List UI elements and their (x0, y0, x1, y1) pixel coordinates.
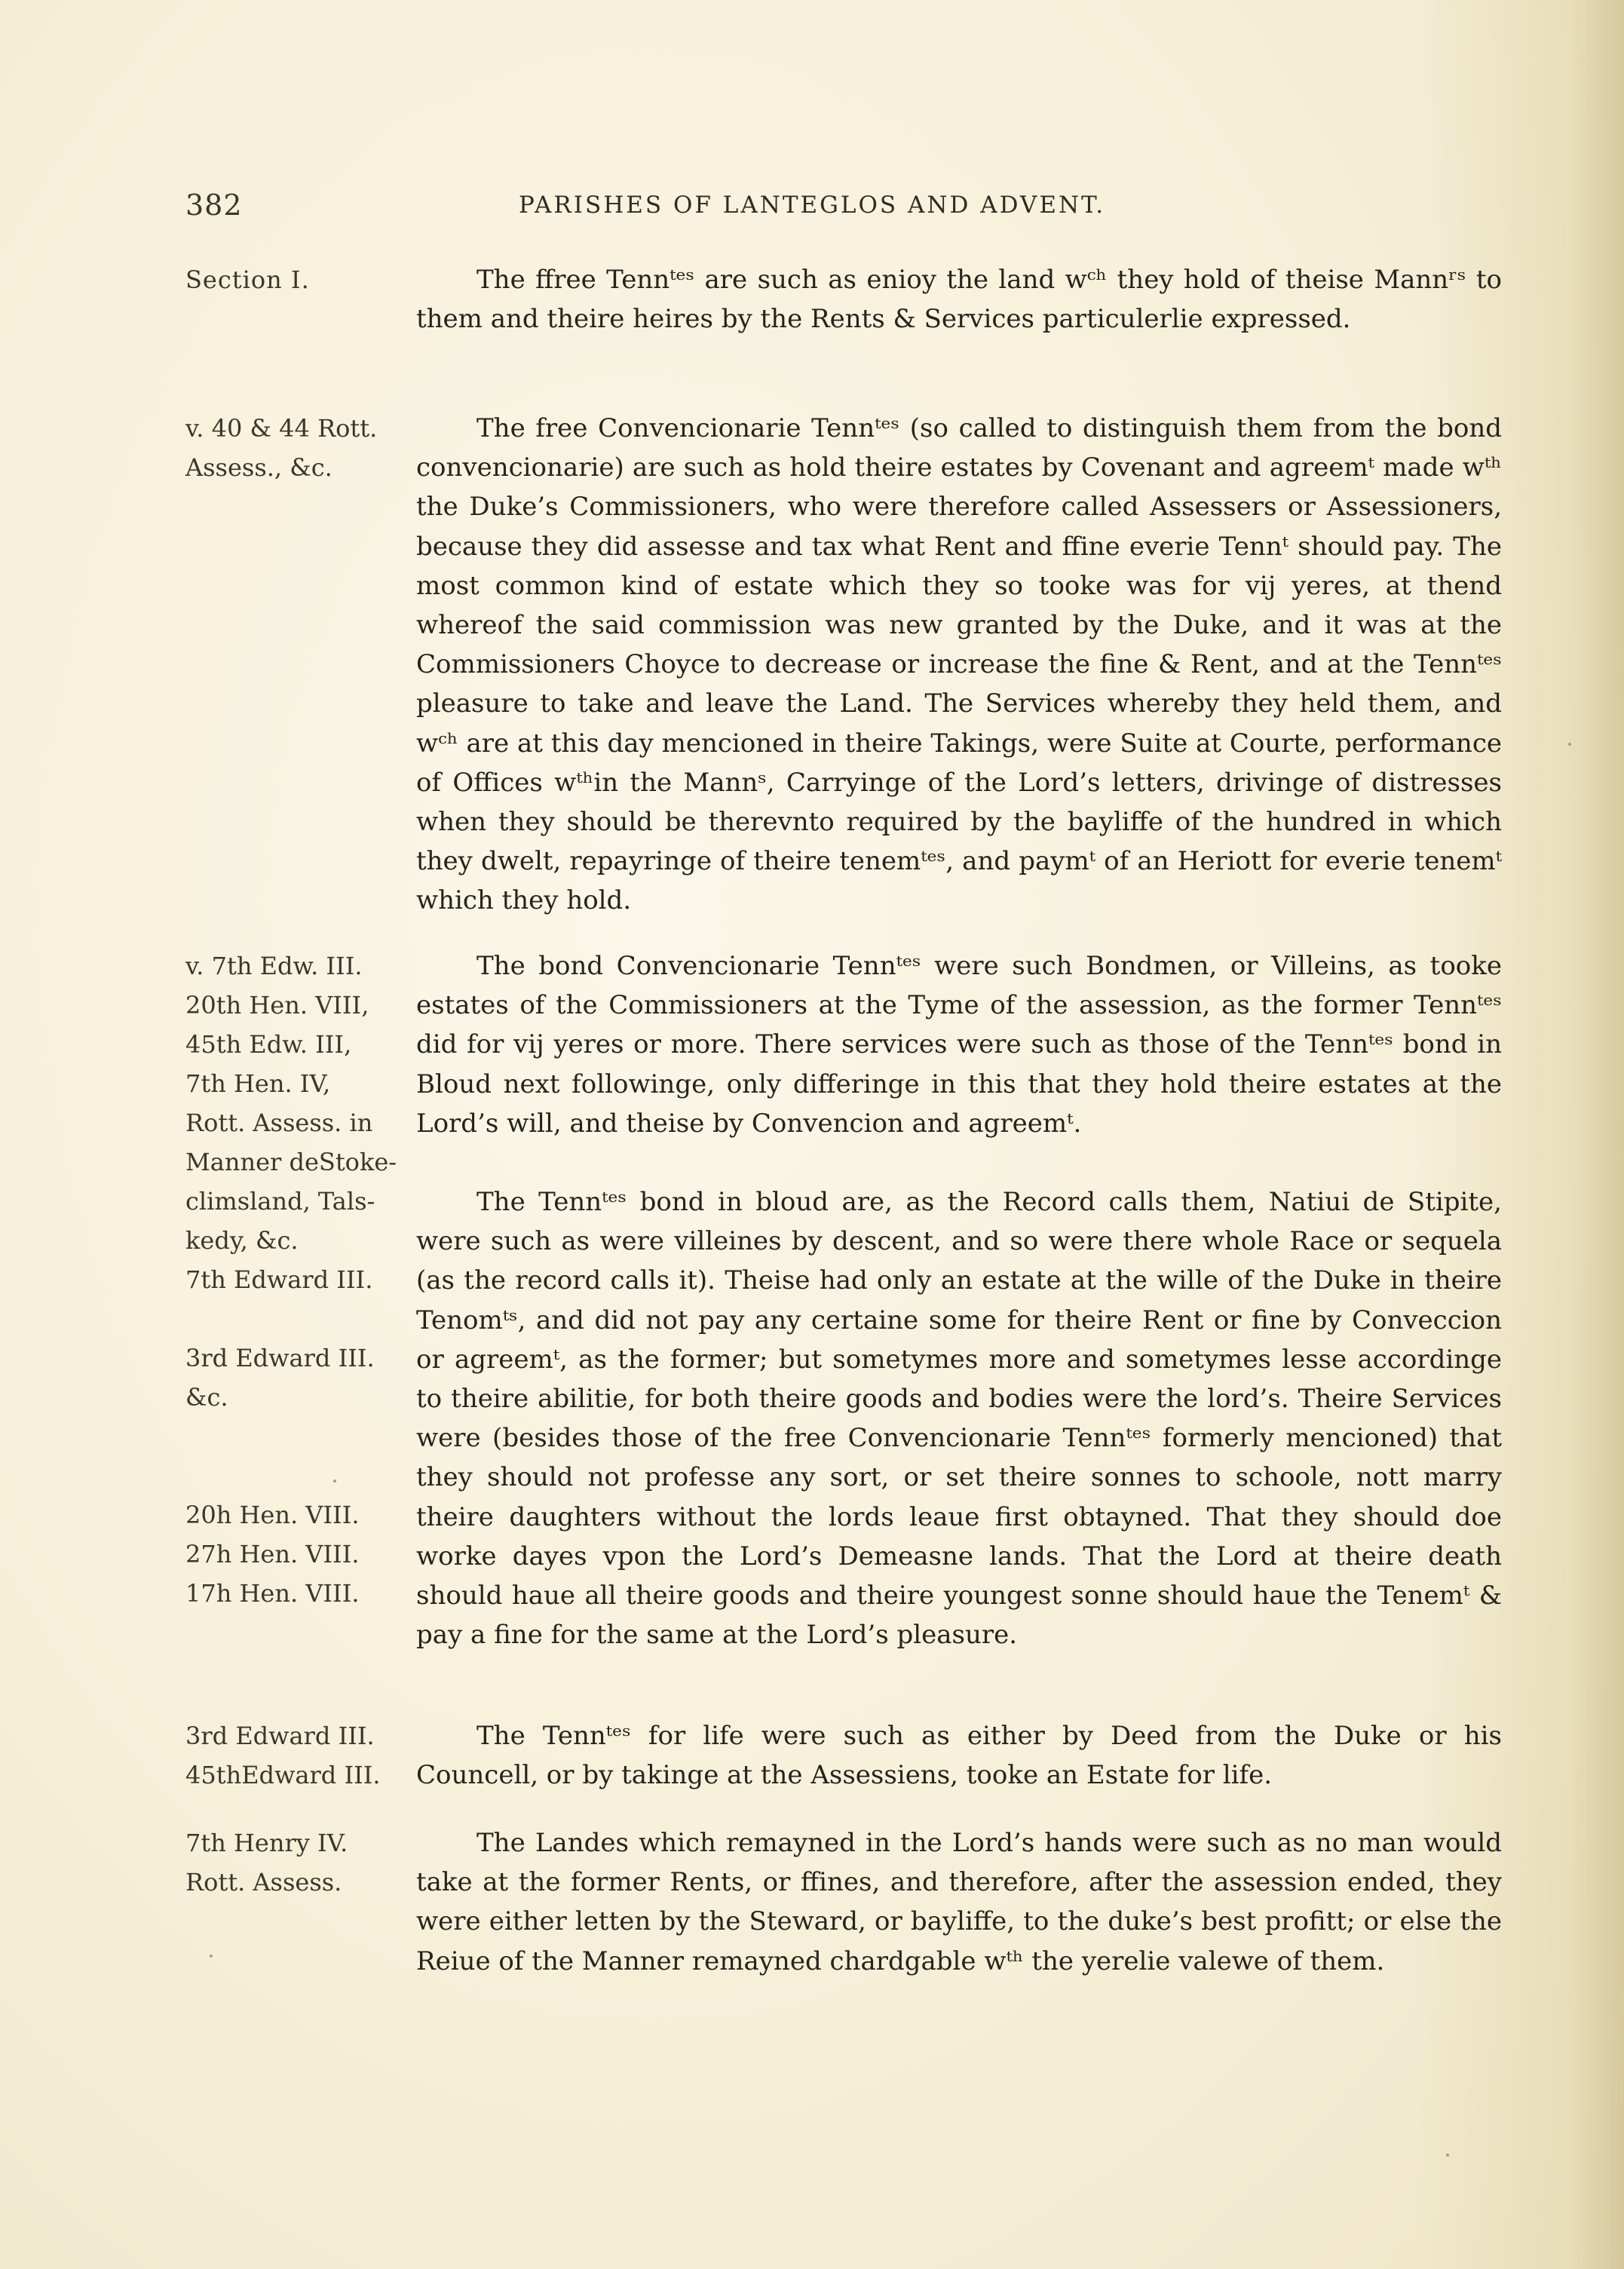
body-text (416, 1823, 1502, 1981)
paragraph: The Landes which remayned in the Lord’s hands were such as no man would take at the former Rents, or ffines, and therefore, after the assession ended, they were either letten by the Steward, or bayliffe, to the duke’s best profitt; or else the Reiue of the Manner remayned chardgable wᵗʰ the yerelie valewe of them. (416, 1828, 1502, 1976)
body-text (416, 1716, 1502, 1795)
margin-line: Manner deStoke- (185, 1148, 397, 1176)
margin-line: Rott. Assess. (185, 1868, 342, 1896)
margin-line: 27h Hen. VIII. (185, 1540, 360, 1568)
margin-line: 7th Henry IV. (185, 1829, 348, 1857)
paragraph: The ffree Tennᵗᵉˢ are such as enioy the land wᶜʰ they hold of theise Mannʳˢ to them and theire heires by the Rents & Services particulerlie expressed. (416, 265, 1502, 335)
margin-note (185, 260, 412, 299)
margin-line (185, 1417, 412, 1456)
paragraph: The Tennᵗᵉˢ bond in bloud are, as the Record calls them, Natiui de Stipite, were such as were villeines by descent, and so were there whole Race or sequela (as the record calls it). Theise had only an estate at the wille of the Duke in theire Tenomᵗˢ, and did not pay any certaine some for theire Rent or fine by Conveccion or agreemᵗ, as the former; but sometymes more and sometymes lesse accordinge to theire abilitie, for both theire goods and bodies were the lord’s. Theire Services were (besides those of the free Convencionarie Tennᵗᵉˢ formerly mencioned) that they should not professe any sort, or set theire sonnes to schoole, nott marry theire daughters without the lords leaue first obtayned. That they should doe worke dayes vpon the Lord’s Demeasne lands. That the Lord at theire death should haue all theire goods and theire youngest sonne should haue the Tenemᵗ & pay a fine for the same at the Lord’s pleasure. (416, 1187, 1502, 1651)
margin-line: v. 7th Edw. III. (185, 952, 363, 980)
margin-line: Section I. (185, 265, 310, 294)
margin-line: 17h Hen. VIII. (185, 1579, 360, 1608)
ink-speck (1568, 743, 1571, 746)
page-number: 382 (185, 189, 243, 222)
margin-line: 3rd Edward III. (185, 1344, 375, 1372)
margin-line: 3rd Edward III. (185, 1722, 375, 1750)
margin-line: climsland, Tals- (185, 1187, 375, 1216)
margin-line: 45thEdward III. (185, 1761, 381, 1789)
margin-line: v. 40 & 44 Rott. (185, 414, 378, 443)
body-text (416, 409, 1502, 921)
margin-note (185, 1716, 412, 1795)
paragraph: The Tennᵗᵉˢ for life were such as either by Deed from the Duke or his Councell, or by takinge at the Assessiens, tooke an Estate for life. (416, 1721, 1502, 1791)
margin-line: 20th Hen. VIII, (185, 991, 369, 1020)
margin-line (185, 1299, 412, 1338)
margin-note (185, 1823, 412, 1902)
ink-speck (210, 1955, 213, 1958)
margin-line: 7th Edward III. (185, 1265, 373, 1294)
ink-speck (333, 1479, 336, 1483)
margin-line (185, 1456, 412, 1495)
margin-line: 7th Hen. IV, (185, 1069, 331, 1098)
margin-line: 20h Hen. VIII. (185, 1501, 360, 1529)
margin-line: Rott. Assess. in (185, 1108, 373, 1137)
body-text (416, 260, 1502, 339)
margin-line: 45th Edw. III, (185, 1030, 352, 1059)
paragraph: The bond Convencionarie Tennᵗᵉˢ were such Bondmen, or Villeins, as tooke estates of the Commissioners at the Tyme of the assession, as the former Tennᵗᵉˢ did for vij yeres or more. There services were such as those of the Tennᵗᵉˢ bond in Bloud next followinge, only differinge in this that they hold theire estates at the Lord’s will, and theise by Convencion and agreemᵗ. (416, 951, 1502, 1139)
margin-line: &c. (185, 1383, 228, 1412)
page-header (185, 189, 1543, 231)
margin-note (185, 946, 412, 1613)
body-text (416, 946, 1502, 1654)
ink-speck (1446, 2154, 1449, 2157)
running-title: PARISHES OF LANTEGLOS AND ADVENT. (519, 192, 1106, 219)
margin-line: Assess., &c. (185, 453, 332, 482)
margin-note (185, 409, 412, 487)
paragraph: The free Convencionarie Tennᵗᵉˢ (so called to distinguish them from the bond convencionarie) are such as hold theire estates by Covenant and agreemᵗ made wᵗʰ the Duke’s Commissioners, who were therefore called Assessers or Assessioners, because they did assesse and tax what Rent and ffine everie Tennᵗ should pay. The most common kind of estate which they so tooke was for vij yeres, at thend whereof the said commission was new granted by the Duke, and it was at the Commissioners Choyce to decrease or increase the fine & Rent, and at the Tennᵗᵉˢ pleasure to take and leave the Land. The Services whereby they held them, and wᶜʰ are at this day mencioned in theire Takings, were Suite at Courte, performance of Offices wᵗʰin the Mannˢ, Carryinge of the Lord’s letters, drivinge of distresses when they should be therevnto required by the bayliffe of the hundred in which they dwelt, repayringe of theire tenemᵗᵉˢ, and paymᵗ of an Heriott for everie tenemᵗ which they hold. (416, 413, 1502, 916)
margin-line: kedy, &c. (185, 1226, 299, 1255)
